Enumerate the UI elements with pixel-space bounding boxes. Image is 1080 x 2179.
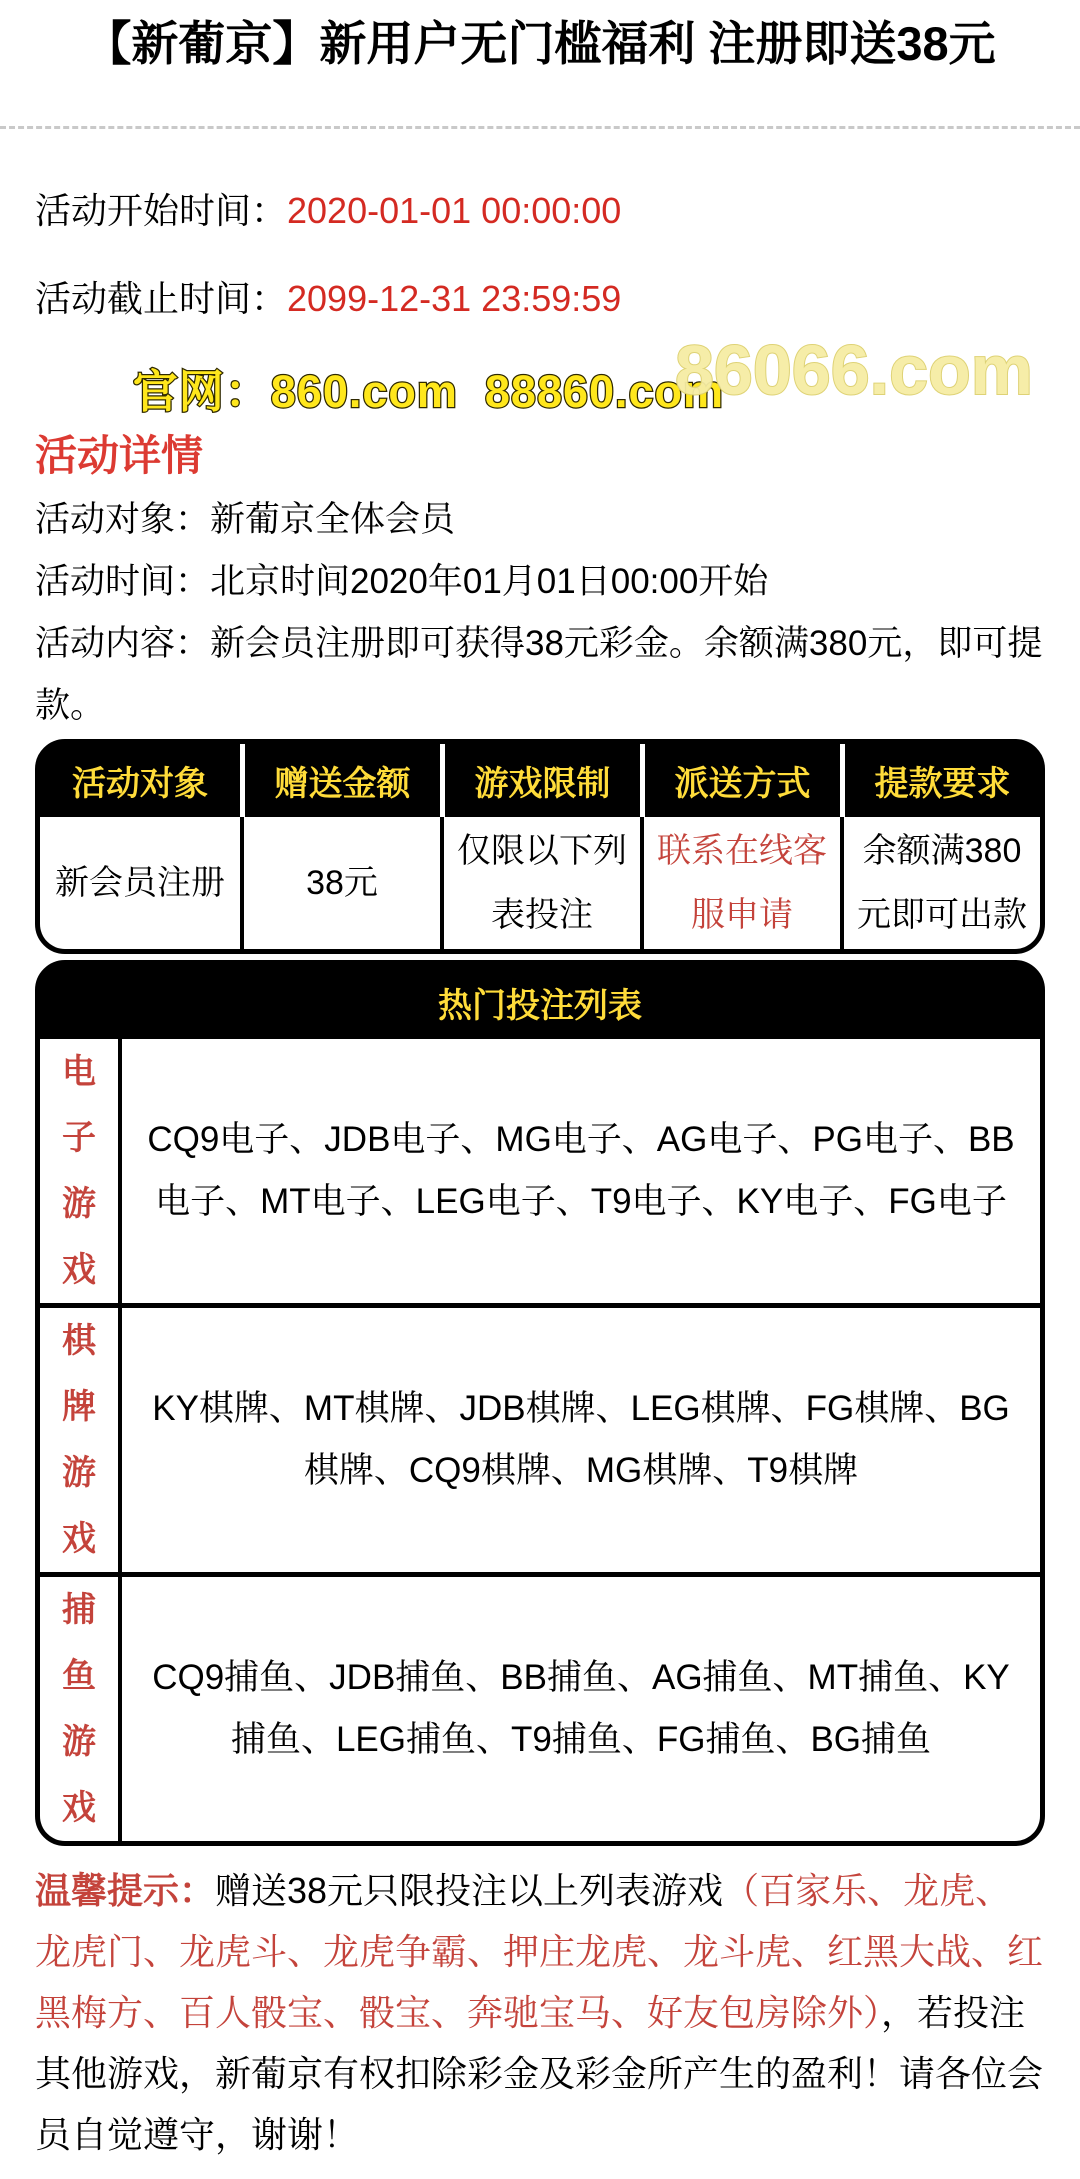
official-website-text: 官网：860.com 88860.com	[132, 366, 725, 417]
activity-start-time	[35, 191, 1045, 231]
activity-details-heading: 活动详情	[35, 432, 204, 479]
offer-header-amount: 赠送金额	[240, 744, 440, 817]
activity-details-block	[35, 489, 1045, 737]
notice-body-2: ，若投注其他游戏，新葡京有权扣除彩金及彩金所产生的盈利！请各位会员自觉遵守，谢谢！	[35, 1992, 1044, 2155]
end-time-value: 2099-12-31 23:59:59	[287, 278, 622, 319]
hot-bet-list-title: 热门投注列表	[40, 965, 1040, 1039]
start-time-value: 2020-01-01 00:00:00	[287, 190, 622, 231]
offer-table-header-row	[40, 744, 1040, 817]
offer-cell-audience: 新会员注册	[55, 864, 225, 902]
end-time-label: 活动截止时间：	[35, 278, 288, 319]
notice-prefix: 温馨提示：	[35, 1870, 216, 1911]
category-label: 电子游戏	[61, 1053, 96, 1289]
offer-cell-delivery: 联系在线客服申请	[640, 817, 840, 949]
official-website-line	[35, 331, 1045, 417]
offer-cell-game-limit: 仅限以下列表投注	[440, 817, 640, 949]
category-label: 棋牌游戏	[61, 1322, 96, 1558]
category-cell-chess	[40, 1308, 122, 1572]
offer-header-audience: 活动对象	[72, 765, 208, 803]
games-list-chess: KY棋牌、MT棋牌、JDB棋牌、LEG棋牌、FG棋牌、BG棋牌、CQ9棋牌、MG棋牌、T9棋牌	[152, 1389, 1010, 1490]
offer-summary-table	[35, 739, 1045, 954]
offer-cell-withdrawal: 余额满380元即可出款	[840, 817, 1040, 949]
dashed-divider	[0, 126, 1080, 129]
offer-header-delivery: 派送方式	[640, 744, 840, 817]
games-list-fishing: CQ9捕鱼、JDB捕鱼、BB捕鱼、AG捕鱼、MT捕鱼、KY捕鱼、LEG捕鱼、T9捕鱼、FG捕鱼、BG捕鱼	[152, 1658, 1010, 1759]
detail-content: 活动内容：新会员注册即可获得38元彩金。余额满380元，即可提款。	[35, 624, 1043, 725]
table-row	[40, 1572, 1040, 1841]
hot-bet-list-table	[35, 960, 1045, 1846]
warm-notice	[35, 1860, 1045, 2165]
detail-time: 活动时间：北京时间2020年01月01日00:00开始	[35, 562, 769, 601]
main-content	[0, 191, 1080, 2165]
website-watermark: 86066.com	[675, 331, 1034, 409]
offer-cell-amount: 38元	[240, 817, 440, 949]
detail-audience: 活动对象：新葡京全体会员	[35, 500, 456, 539]
notice-body-1: 赠送38元只限投注以上列表游戏	[215, 1870, 724, 1911]
category-label: 捕鱼游戏	[61, 1591, 96, 1827]
category-cell-electronic	[40, 1039, 122, 1303]
table-row	[40, 1039, 1040, 1303]
games-list-electronic: CQ9电子、JDB电子、MG电子、AG电子、PG电子、BB电子、MT电子、LEG电子、T9电子、KY电子、FG电子	[147, 1120, 1015, 1221]
page-title: 【新葡京】新用户无门槛福利 注册即送38元	[84, 17, 996, 70]
table-row	[40, 1303, 1040, 1572]
offer-header-withdrawal: 提款要求	[840, 744, 1040, 817]
start-time-label: 活动开始时间：	[35, 190, 288, 231]
offer-header-game-limit: 游戏限制	[440, 744, 640, 817]
notice-excluded-games: （百家乐、龙虎、龙虎门、龙虎斗、龙虎争霸、押庄龙虎、龙斗虎、红黑大战、红黑梅方、百人骰宝、骰宝、奔驰宝马、好友包房除外）	[35, 1870, 1044, 2033]
activity-end-time	[35, 279, 1045, 319]
hot-bet-list-rows	[40, 1039, 1040, 1841]
offer-table-data-row	[40, 817, 1040, 949]
category-cell-fishing	[40, 1577, 122, 1841]
